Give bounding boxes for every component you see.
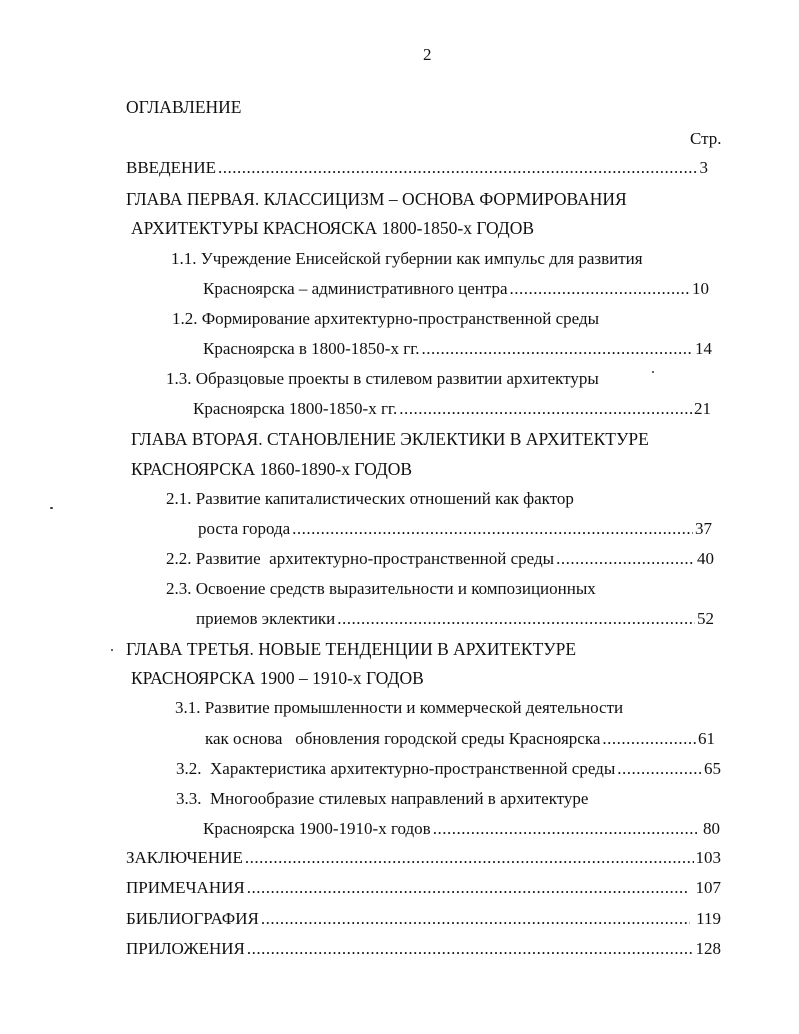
- section-2-1-line1: 2.1. Развитие капиталистических отношений как фактор: [166, 489, 574, 508]
- section-title: как основа обновления городской среды Красноярска: [205, 729, 601, 748]
- dot-leader: [218, 158, 698, 178]
- section-2-3-entry: [196, 609, 714, 629]
- section-1-3-entry: [193, 399, 711, 419]
- dot-leader: [399, 399, 692, 419]
- dot-leader: [247, 878, 690, 898]
- section-page: 10: [692, 279, 709, 298]
- section-title: Красноярска в 1800-1850-х гг.: [203, 339, 420, 358]
- page-column-label: Стр.: [690, 129, 722, 148]
- chapter-1-title-cont: АРХИТЕКТУРЫ КРАСНОЯСКА 1800-1850-х ГОДОВ: [131, 218, 535, 238]
- section-3-1-line1: 3.1. Развитие промышленности и коммерческой деятельности: [175, 698, 624, 717]
- dot-leader: [245, 848, 694, 868]
- dot-leader: [602, 729, 696, 749]
- section-1-2-line1: 1.2. Формирование архитектурно-пространственной среды: [172, 309, 600, 328]
- dot-leader: [617, 759, 702, 779]
- dot-leader: [510, 279, 690, 299]
- dot-leader: [261, 909, 690, 929]
- section-title: приемов эклектики: [196, 609, 336, 628]
- section-3-1-entry: [205, 729, 715, 749]
- section-title: 2.2. Развитие архитектурно-пространственной среды: [166, 549, 555, 568]
- section-3-2-entry: [176, 759, 721, 779]
- chapter-3-title-cont: КРАСНОЯРСКА 1900 – 1910-х ГОДОВ: [131, 668, 424, 688]
- toc-entry-page: 103: [695, 848, 721, 867]
- section-3-3-line1: 3.3. Многообразие стилевых направлений в архитектуре: [176, 789, 589, 808]
- section-1-1-entry: [203, 279, 709, 299]
- section-1-1-line1: 1.1. Учреждение Енисейской губернии как импульс для развития: [171, 249, 643, 268]
- dot-leader: [337, 609, 695, 629]
- section-2-3-line1: 2.3. Освоение средств выразительности и композиционных: [166, 579, 596, 598]
- scan-speck: [50, 507, 53, 509]
- section-title: Красноярска – административного центра: [203, 279, 508, 298]
- section-1-3-line1: 1.3. Образцовые проекты в стилевом развитии архитектуры: [166, 369, 599, 388]
- section-page: 40: [697, 549, 714, 568]
- section-title: роста города: [198, 519, 291, 538]
- section-page: 37: [695, 519, 712, 538]
- toc-entry-title: БИБЛИОГРАФИЯ: [126, 909, 259, 928]
- toc-entry-page: 107: [691, 878, 721, 897]
- toc-entry-appendices: [126, 939, 721, 959]
- chapter-1-title: ГЛАВА ПЕРВАЯ. КЛАССИЦИЗМ – ОСНОВА ФОРМИРОВАНИЯ: [126, 189, 627, 209]
- chapter-3-title: ГЛАВА ТРЕТЬЯ. НОВЫЕ ТЕНДЕНЦИИ В АРХИТЕКТУРЕ: [126, 639, 577, 659]
- section-page: 52: [697, 609, 714, 628]
- toc-entry-page: 3: [699, 158, 708, 177]
- toc-entry-page: 128: [695, 939, 721, 958]
- toc-entry-notes: [126, 878, 721, 898]
- toc-entry-title: ПРИЛОЖЕНИЯ: [126, 939, 245, 958]
- dot-leader: [292, 519, 693, 539]
- dot-leader: [422, 339, 694, 359]
- section-page: 65: [704, 759, 721, 778]
- dot-leader: [247, 939, 694, 959]
- section-page: 80: [698, 819, 720, 838]
- toc-heading: ОГЛАВЛЕНИЕ: [126, 97, 242, 117]
- chapter-2-title: ГЛАВА ВТОРАЯ. СТАНОВЛЕНИЕ ЭКЛЕКТИКИ В АРХИТЕКТУРЕ: [131, 429, 649, 449]
- section-2-1-entry: [198, 519, 712, 539]
- dot-leader: [433, 819, 697, 839]
- toc-entry-intro: [126, 158, 708, 178]
- section-page: 21: [694, 399, 711, 418]
- scan-speck: [111, 649, 113, 651]
- dot-leader: [556, 549, 695, 569]
- section-page: 14: [695, 339, 712, 358]
- section-2-2-entry: [166, 549, 714, 569]
- toc-entry-title: ЗАКЛЮЧЕНИЕ: [126, 848, 243, 867]
- toc-entry-bibliography: [126, 909, 721, 929]
- toc-entry-title: ПРИМЕЧАНИЯ: [126, 878, 245, 897]
- section-title: Красноярска 1900-1910-х годов: [203, 819, 431, 838]
- section-1-2-entry: [203, 339, 712, 359]
- toc-entry-page: 119: [691, 909, 721, 928]
- toc-entry-title: ВВЕДЕНИЕ: [126, 158, 216, 177]
- section-title: 3.2. Характеристика архитектурно-пространственной среды: [176, 759, 616, 778]
- section-3-3-entry: [203, 819, 720, 839]
- page-number: 2: [423, 45, 432, 64]
- section-page: 61: [698, 729, 715, 748]
- section-title: Красноярска 1800-1850-х гг.: [193, 399, 398, 418]
- chapter-2-title-cont: КРАСНОЯРСКА 1860-1890-х ГОДОВ: [131, 459, 413, 479]
- scan-speck: [652, 371, 654, 373]
- toc-entry-conclusion: [126, 848, 721, 868]
